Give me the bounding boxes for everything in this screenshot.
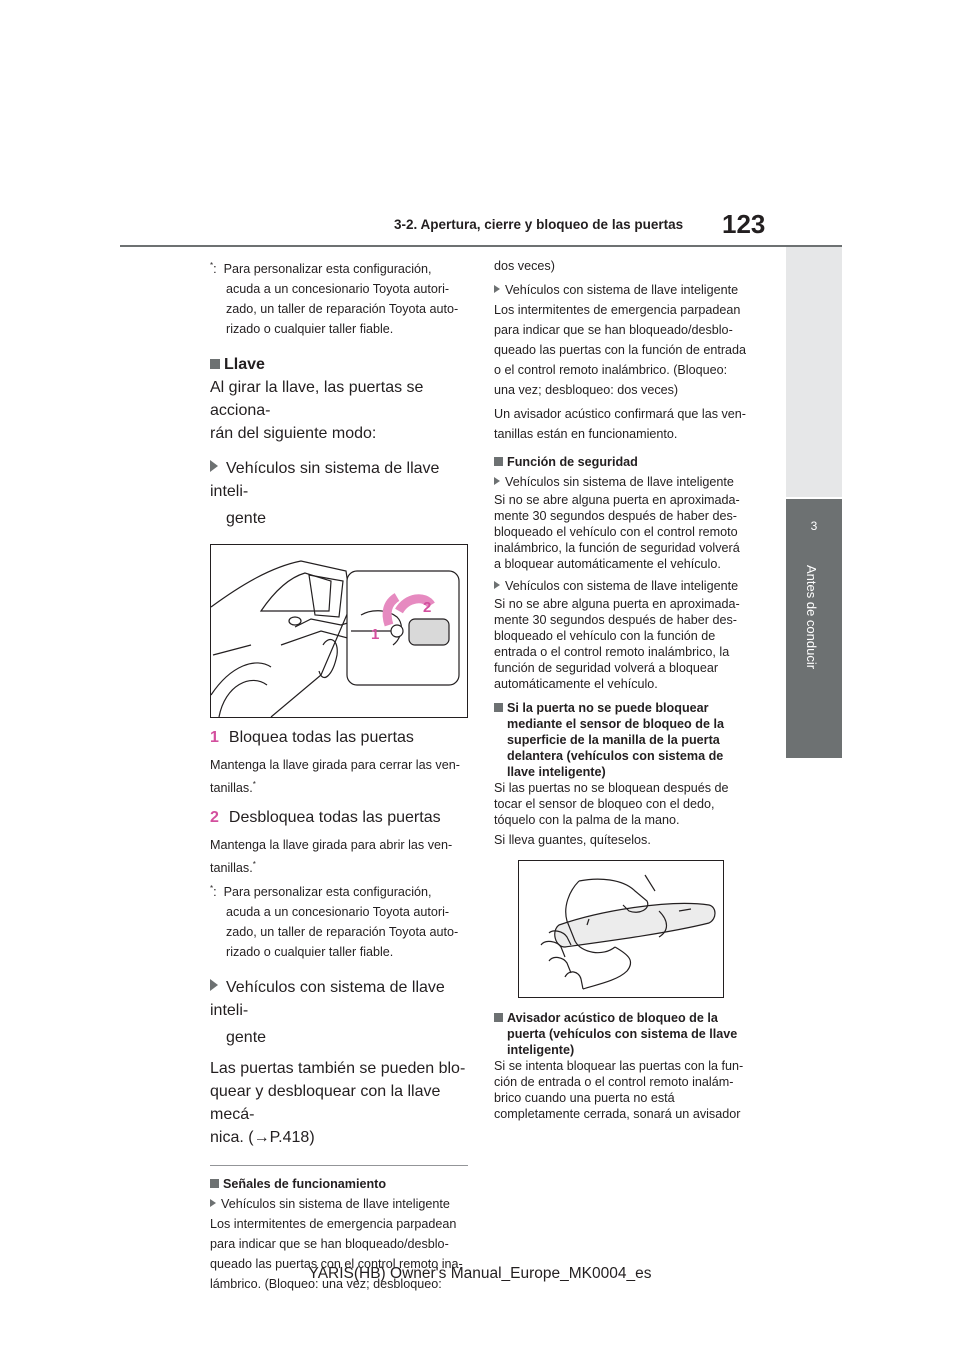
label-unlock: 2 bbox=[423, 599, 432, 617]
section-title: 3-2. Apertura, cierre y bloqueo de las puertas bbox=[394, 217, 684, 232]
label-lock: 1 bbox=[371, 626, 380, 644]
security-heading: Función de seguridad bbox=[494, 452, 752, 472]
no-smart-key-heading: Vehículos sin sistema de llave inteli- bbox=[210, 460, 440, 501]
key-intro-line-1: Al girar la llave, las puertas se acciona- bbox=[210, 379, 424, 420]
hand-on-handle-icon bbox=[519, 861, 723, 997]
triangle-bullet-icon bbox=[210, 1199, 216, 1207]
lock-buzzer-heading: Avisador acústico de bloqueo de la bbox=[494, 1010, 752, 1026]
item-unlock: 2 Desbloquea todas las puertas bbox=[210, 809, 441, 827]
triangle-bullet-icon bbox=[210, 979, 218, 991]
footnote-mid: *: Para personalizar esta configuración, acuda a un concesionario Toyota autori- zado, un taller de reparación Toyota auto- rizado o cualquier taller fiable. bbox=[210, 883, 459, 959]
section-divider bbox=[210, 1165, 468, 1166]
smart-key-heading: Vehículos con sistema de llave inteli- bbox=[210, 978, 445, 1019]
palm-touch-illustration bbox=[518, 860, 724, 998]
chapter-number: 3 bbox=[810, 519, 818, 533]
key-intro-line-2: rán del siguiente modo: bbox=[210, 425, 377, 443]
sensor-heading: Si la puerta no se puede bloquear bbox=[494, 700, 752, 716]
right-column: dos veces) Vehículos con sistema de llave inteligente Los intermitentes de emergencia parpadean para indicar que se han bloqueado/desblo- queado las puertas con la función de entrada o el control remoto inalámbrico. (Bloqueo: una vez; desbloqueo: dos veces) Un avisador acústico confirmará que las ven- tanillas están en funcionamiento. Función de seguridad Vehículos sin sistema de llave inteligente Si no se abre alguna puerta en aproximada- mente 30 segundos después de haber des- bloqueado el vehículo con el control remoto inalámbrico, la función de seguridad volverá a bloquear automáticamente el vehículo. Vehículos con sistema de llave inteligente Si no se abre alguna puerta en aproximada- mente 30 segundos después de haber des- bloqueado el vehículo con la función de entrada o el control remoto inalámbrico, la función de seguridad volverá a bloquear automáticamente el vehículo. Si la puerta no se puede bloquear mediante el sensor de bloqueo de la superficie de la manilla de la puerta delantera (vehículos con sistema de llave inteligente) Si las puertas no se bloquean después de tocar el sensor de bloqueo con el dedo, tóquelo con la palma de la mano. Si lleva guantes, quíteselos. Avisador acústico de bloqueo de la puerta (vehículos con sistema de llave inteligente) Si se intenta bloquear las puertas con la fun- ción de entrada o el control remoto inalám- brico cuando una puerta no está completamente cerrada, sonará un avisador bbox=[494, 254, 752, 1122]
key-turning-illustration bbox=[210, 544, 468, 718]
triangle-bullet-icon bbox=[210, 460, 218, 472]
header-rule bbox=[120, 245, 842, 247]
key-heading: Llave bbox=[210, 353, 468, 376]
triangle-bullet-icon bbox=[494, 285, 500, 293]
chapter-title: Antes de conducir bbox=[804, 565, 819, 670]
car-door-key-icon bbox=[211, 545, 467, 717]
square-bullet-icon bbox=[494, 457, 503, 466]
chapter-title-wrapper bbox=[804, 565, 824, 715]
side-tab-background bbox=[786, 247, 842, 497]
triangle-bullet-icon bbox=[494, 581, 500, 589]
left-column: *: Para personalizar esta configuración, acuda a un concesionario Toyota autori- zado, un taller de reparación Toyota auto- rizado o cualquier taller fiable. Llave Al girar la llave, las puertas se acciona- rán del siguiente modo: Vehículos sin sistema de llave inteli- gente 2 1 1 Bloquea todas las puertas Mantenga la llave girada para cerrar las ven- tanillas.* 2 Desbloquea todas las puertas Mantenga la llave girada para abrir las ven- tanillas.* *: Para personalizar esta configuración, acuda a un concesionario Toyota autori- zado, un taller de reparación Toyota auto- rizado o cualquier taller fiable. Vehículos con sistema de llave inteli- gente Las puertas también se pueden blo- quear y desbloquear con la llave mecá- nica. (→P.418) Señales de funcionamiento Vehículos sin sistema de llave inteligente Los intermitentes de emergencia parpadean para indicar que se han bloqueado/desblo- queado las puertas con el control remoto ina- lámbrico. (Bloqueo: una vez; desbloqueo: bbox=[210, 254, 468, 1294]
footer-manual-id: YARIS(HB) Owner's Manual_Europe_MK0004_es bbox=[308, 1265, 652, 1282]
item-lock: 1 Bloquea todas las puertas bbox=[210, 729, 414, 747]
triangle-bullet-icon bbox=[494, 477, 500, 485]
square-bullet-icon bbox=[494, 703, 503, 712]
square-bullet-icon bbox=[494, 1013, 503, 1022]
signals-heading: Señales de funcionamiento bbox=[210, 1174, 468, 1194]
page-number: 123 bbox=[722, 209, 766, 239]
square-bullet-icon bbox=[210, 359, 220, 369]
square-bullet-icon bbox=[210, 1179, 219, 1188]
footnote-top: *: Para personalizar esta configuración, acuda a un concesionario Toyota autori- zado, un taller de reparación Toyota auto- rizado o cualquier taller fiable. bbox=[210, 261, 459, 337]
